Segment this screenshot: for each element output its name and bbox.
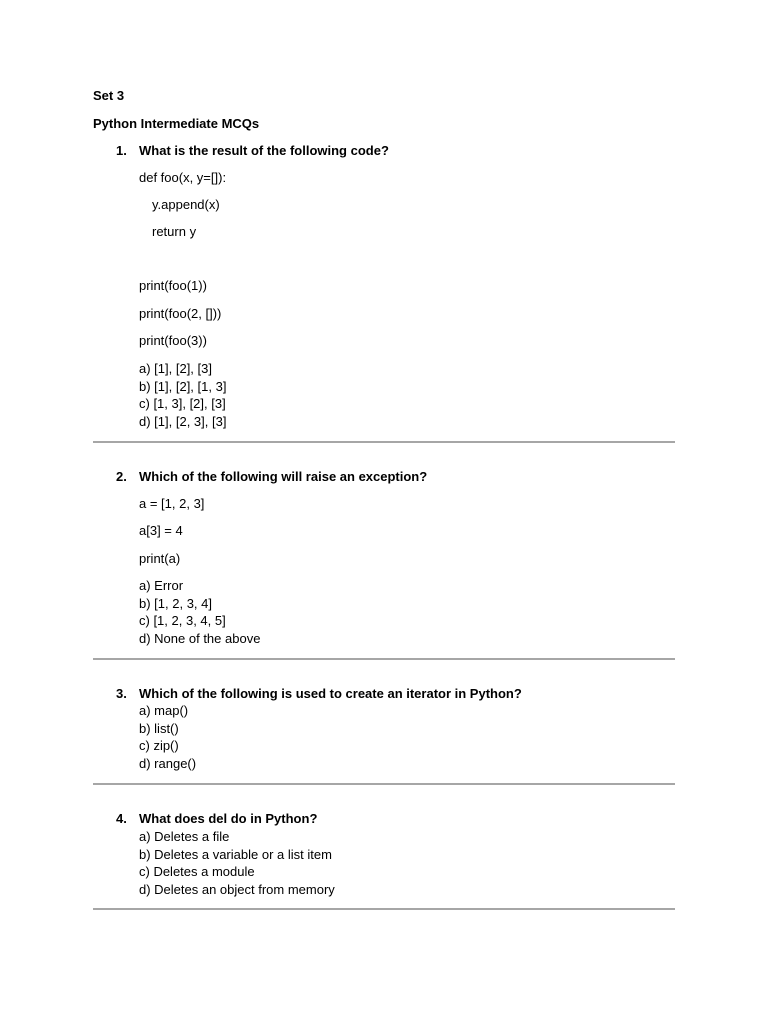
answer-options xyxy=(139,828,335,898)
separator-line xyxy=(93,658,675,660)
answer-option: d) range() xyxy=(139,755,197,771)
code-line: print(foo(1)) xyxy=(139,278,207,293)
question-number: 3. xyxy=(116,686,127,701)
answer-options xyxy=(139,702,196,772)
answer-option: a) map() xyxy=(139,703,189,718)
answer-options xyxy=(139,360,226,430)
answer-options xyxy=(139,577,260,647)
answer-option: b) [1], [2], [1, 3] xyxy=(139,378,227,394)
set-label: Set 3 xyxy=(93,88,125,103)
answer-option: c) [1, 3], [2], [3] xyxy=(139,396,226,412)
answer-option: c) [1, 2, 3, 4, 5] xyxy=(139,613,226,629)
question-text: Which of the following will raise an exception? xyxy=(139,469,428,484)
question-number: 1. xyxy=(116,143,127,158)
code-line: a[3] = 4 xyxy=(139,523,183,538)
separator-line xyxy=(93,908,675,910)
code-line: print(a) xyxy=(139,551,181,566)
question-number: 2. xyxy=(116,469,127,484)
question-number: 4. xyxy=(116,811,127,826)
code-line: return y xyxy=(152,224,197,239)
question-text: What is the result of the following code? xyxy=(139,143,389,158)
code-line: a = [1, 2, 3] xyxy=(139,496,205,511)
answer-option: b) [1, 2, 3, 4] xyxy=(139,595,212,611)
separator-line xyxy=(93,783,675,785)
question-text: What does del do in Python? xyxy=(139,811,318,826)
separator-line xyxy=(93,441,675,443)
code-line: print(foo(3)) xyxy=(139,333,207,348)
answer-option: b) list() xyxy=(139,720,179,736)
answer-option: a) [1], [2], [3] xyxy=(139,361,212,376)
answer-option: d) Deletes an object from memory xyxy=(139,881,335,897)
answer-option: a) Deletes a file xyxy=(139,829,230,844)
answer-option: c) Deletes a module xyxy=(139,864,255,880)
code-line: y.append(x) xyxy=(152,197,220,212)
answer-option: d) None of the above xyxy=(139,630,261,646)
code-line: print(foo(2, [])) xyxy=(139,306,222,321)
answer-option: b) Deletes a variable or a list item xyxy=(139,846,332,862)
answer-option: c) zip() xyxy=(139,738,179,754)
question-text: Which of the following is used to create an iterator in Python? xyxy=(139,686,522,701)
answer-option: d) [1], [2, 3], [3] xyxy=(139,413,227,429)
code-line: def foo(x, y=[]): xyxy=(139,170,227,185)
answer-option: a) Error xyxy=(139,578,184,593)
document-title: Python Intermediate MCQs xyxy=(93,116,260,131)
